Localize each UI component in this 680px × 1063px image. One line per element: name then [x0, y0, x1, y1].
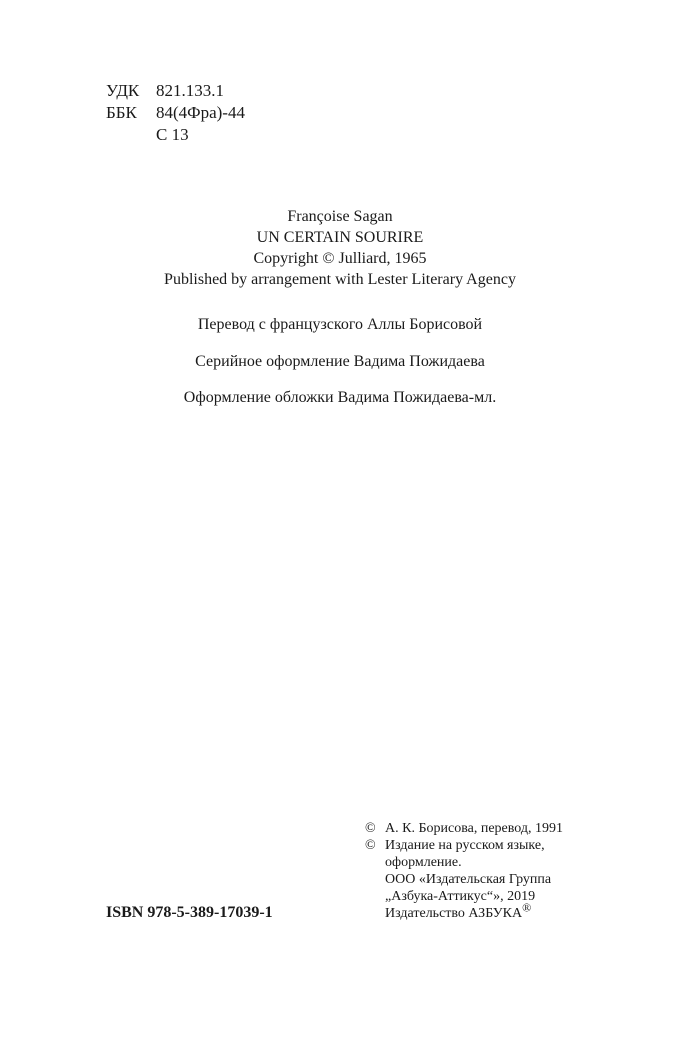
copyright-symbol: © — [365, 821, 376, 836]
copyright-symbol: © — [365, 838, 376, 853]
publisher-line — [365, 900, 563, 922]
edition-line: „Азбука-Аттикус“», 2019 — [385, 889, 536, 904]
publisher-name: Издательство АЗБУКА — [385, 906, 523, 921]
cutter-value: С 13 — [156, 125, 189, 144]
edition-line: оформление. — [385, 855, 462, 870]
classification-codes — [106, 80, 245, 146]
original-copyright: Copyright © Julliard, 1965 — [253, 250, 427, 267]
edition-copyright — [365, 837, 563, 854]
udk-label: УДК — [106, 81, 140, 100]
series-design-credit: Серийное оформление Вадима Пожидаева — [195, 353, 485, 370]
isbn: ISBN 978-5-389-17039-1 — [106, 904, 273, 921]
translation-copyright — [365, 820, 563, 837]
arrangement-note: Published by arrangement with Lester Literary Agency — [164, 271, 516, 288]
translation-copyright-text: А. К. Борисова, перевод, 1991 — [385, 821, 563, 836]
edition-line: Издание на русском языке, — [385, 838, 545, 853]
bbk-label: ББК — [106, 103, 137, 122]
udk-row — [106, 80, 245, 102]
cover-design-credit: Оформление обложки Вадима Пожидаева-мл. — [183, 389, 497, 406]
cutter-code — [106, 124, 245, 146]
edition-line: ООО «Издательская Группа — [385, 872, 552, 887]
registered-mark: ® — [522, 900, 532, 915]
bbk-value: 84(4Фра)-44 — [156, 103, 245, 122]
udk-value: 821.133.1 — [156, 81, 224, 100]
author-name: Françoise Sagan — [287, 208, 393, 225]
translator-credit: Перевод с французского Аллы Борисовой — [197, 316, 483, 333]
original-credits — [0, 206, 680, 290]
copyright-block — [365, 820, 563, 922]
original-title: UN CERTAIN SOURIRE — [256, 229, 424, 246]
bbk-row — [106, 102, 245, 124]
